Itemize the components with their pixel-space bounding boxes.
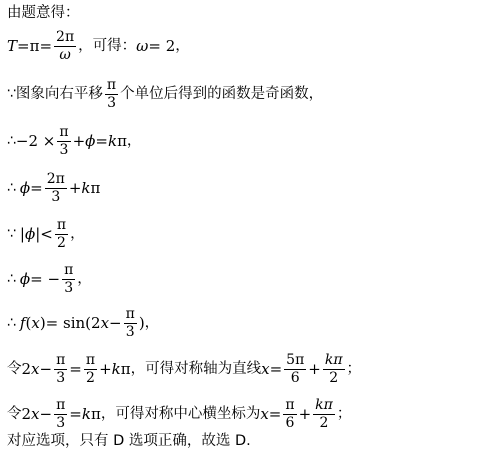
plus-sign: + [68, 178, 82, 197]
punctuation: ， [126, 132, 142, 149]
plus-sign: + [99, 359, 112, 378]
fraction-denominator: 2 [329, 369, 339, 386]
fraction-numerator: 2π [46, 171, 65, 187]
fraction-numerator: π [85, 352, 96, 368]
plus-sign: + [298, 404, 312, 423]
fraction-pi-over-3 [105, 78, 118, 110]
conclusion-text: 对应选项，只有 D 选项正确，故选 D. [7, 433, 251, 449]
pi-symbol: π [120, 359, 131, 378]
let-word: 令 [7, 405, 22, 422]
phi-bound-line [7, 218, 85, 250]
punctuation: ， [144, 314, 160, 331]
punctuation: ， [77, 270, 92, 287]
fraction-numerator: kπ [324, 352, 343, 368]
less-than-sign: < [40, 224, 53, 243]
center-text: ，可得对称中心横坐标为 [100, 405, 261, 422]
phi-symbol: ϕ [24, 224, 36, 243]
fraction-denominator: 3 [56, 369, 66, 386]
shift-text: 图象向右平移 [15, 85, 103, 102]
phase-equation-line [7, 125, 141, 157]
equals-sign: = [39, 36, 53, 55]
k-symbol: k [107, 131, 118, 150]
punctuation: ， [70, 225, 85, 242]
therefore-symbol: ∴ [7, 133, 16, 150]
fraction-pi-over-3 [124, 307, 137, 339]
fraction-kpi-over-2 [323, 353, 345, 385]
phi-symbol: ϕ [19, 269, 31, 288]
pi-symbol: π [90, 178, 101, 197]
fraction-denominator: 6 [285, 414, 295, 431]
coefficient: 2 [21, 359, 32, 378]
fraction-numerator: π [56, 217, 67, 233]
fraction-numerator: kπ [315, 397, 333, 413]
pi-symbol: π [117, 131, 127, 150]
coefficient: −2 × [15, 131, 56, 150]
phi-symbol: ϕ [19, 178, 31, 197]
equals-sign: = [30, 178, 43, 197]
fraction-denominator: 6 [290, 369, 300, 386]
fraction-pi-over-3 [54, 353, 67, 385]
x-variable: x [31, 359, 40, 378]
paren-open: ( [25, 313, 32, 332]
abs-bar: | [19, 224, 25, 243]
phi-value-line [7, 263, 92, 295]
function-line [7, 307, 159, 339]
pi-symbol: π [90, 404, 101, 423]
plus-sign: + [308, 359, 321, 378]
equals-sign: = [69, 359, 82, 378]
axis-text: ，可得对称轴为直线 [130, 360, 262, 377]
fraction-pi-over-2 [55, 218, 68, 250]
equals-sign: = [269, 359, 283, 378]
fraction-denominator: 3 [64, 279, 74, 296]
fraction-2pi-over-3 [45, 172, 67, 204]
fraction-2pi-over-omega [54, 30, 76, 62]
fraction-denominator: 3 [107, 94, 116, 111]
fraction-numerator: π [285, 397, 295, 413]
conclusion-line [7, 434, 251, 449]
k-symbol: k [111, 359, 121, 378]
fraction-denominator: 2 [57, 234, 66, 251]
pi-symbol: π [29, 36, 40, 55]
x-variable: x [31, 404, 40, 423]
fraction-pi-over-3 [62, 263, 75, 295]
paren-close: ) [138, 313, 145, 332]
x-variable: x [260, 404, 269, 423]
coefficient: 2 [21, 404, 32, 423]
phi-general-line [7, 172, 100, 204]
therefore-symbol: ∴ [7, 315, 16, 332]
omega-value: = 2 [148, 36, 176, 55]
shift-line [7, 78, 323, 110]
fraction-numerator: 2π [56, 29, 75, 45]
fraction-numerator: 5π [286, 352, 305, 368]
fraction-kpi-over-2 [313, 398, 335, 430]
solution-intro [7, 6, 80, 21]
minus-sign: − [39, 404, 53, 423]
k-symbol: k [81, 404, 91, 423]
period-line [7, 30, 190, 62]
fraction-pi-over-3 [57, 125, 70, 157]
punctuation: ； [336, 405, 352, 422]
fraction-numerator: π [56, 352, 66, 368]
fraction-denominator: 2 [86, 369, 95, 386]
fraction-denominator: 3 [59, 141, 69, 158]
fraction-pi-over-6 [283, 398, 296, 430]
fraction-denominator: 2 [319, 414, 329, 431]
equals-minus: = − [30, 269, 61, 288]
minus-sign: − [39, 359, 53, 378]
intro-text: 由题意得： [7, 5, 80, 21]
symmetry-axis-line [7, 353, 361, 385]
minus-sign: − [109, 313, 122, 332]
fraction-pi-over-2 [84, 353, 97, 385]
equals-sign: = [17, 36, 30, 55]
fraction-numerator: π [59, 124, 69, 140]
fraction-5pi-over-6 [284, 353, 306, 385]
fraction-numerator: π [125, 306, 135, 322]
sin-expression: = sin(2 [45, 313, 101, 332]
x-variable: x [31, 313, 40, 332]
equals-sign: = [69, 404, 82, 423]
k-symbol: k [81, 178, 91, 197]
punctuation: ； [346, 360, 362, 377]
abs-bar: | [35, 224, 41, 243]
fraction-denominator: 3 [51, 188, 61, 205]
fraction-denominator: 3 [125, 323, 135, 340]
equals-sign: = [268, 404, 282, 423]
omega-symbol: ω [136, 36, 149, 55]
function-name: f [19, 313, 26, 332]
x-variable: x [261, 359, 270, 378]
let-word: 令 [7, 360, 22, 377]
because-symbol: ∵ [7, 86, 16, 103]
punctuation: ， [175, 37, 190, 54]
connector-text: ，可得： [78, 37, 137, 54]
fraction-numerator: π [64, 262, 74, 278]
fraction-denominator: 3 [56, 414, 66, 431]
paren-close: ) [39, 313, 46, 332]
odd-function-text: 个单位后得到的函数是奇函数， [120, 85, 324, 102]
fraction-pi-over-3 [54, 398, 67, 430]
phi-symbol: ϕ [85, 131, 96, 150]
therefore-symbol: ∴ [7, 271, 16, 288]
fraction-numerator: π [56, 397, 66, 413]
therefore-symbol: ∴ [7, 180, 16, 197]
because-symbol: ∵ [7, 226, 16, 243]
symmetry-center-line [7, 398, 351, 430]
period-symbol: T [7, 36, 18, 55]
equals-sign: = [95, 131, 108, 150]
plus-sign: + [72, 131, 86, 150]
x-variable: x [100, 313, 110, 332]
fraction-numerator: π [106, 77, 117, 93]
fraction-denominator: ω [59, 46, 71, 63]
